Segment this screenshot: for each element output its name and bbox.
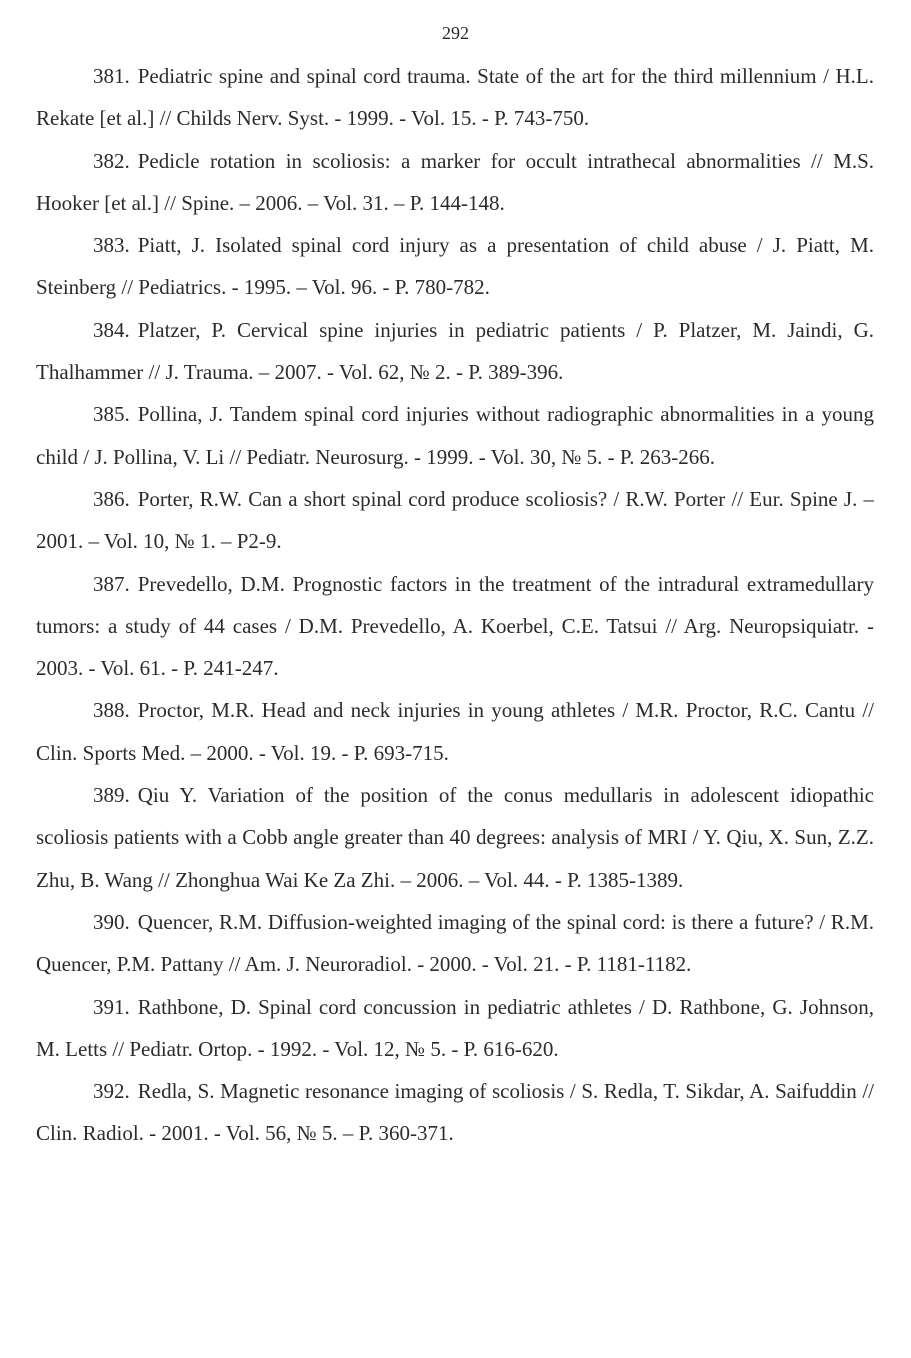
reference-number: 384. — [93, 317, 130, 342]
reference-item — [36, 1070, 874, 1155]
reference-text: Porter, R.W. Can a short spinal cord produce scoliosis? / R.W. Porter // Eur. Spine J. – 2001. – Vol. 10, № 1. – P2-9. — [36, 486, 874, 554]
reference-text: Prevedello, D.M. Prognostic factors in the treatment of the intradural extramedullary tumors: a study of 44 cases / D.M. Prevedello, A. Koerbel, C.E. Tatsui // Arg. Neuropsiquiatr. - 2003. - Vol. 61. - P. 241-247. — [36, 571, 874, 681]
reference-item — [36, 774, 874, 901]
reference-number: 391. — [93, 994, 130, 1019]
reference-item — [36, 309, 874, 394]
reference-text: Qiu Y. Variation of the position of the conus medullaris in adolescent idiopathic scoliosis patients with a Cobb angle greater than 40 degrees: analysis of MRI / Y. Qiu, X. Sun, Z.Z. Zhu, B. Wang // Zhonghua Wai Ke Za Zhi. – 2006. – Vol. 44. - P. 1385-1389. — [36, 783, 874, 892]
reference-text: Quencer, R.M. Diffusion-weighted imaging of the spinal cord: is there a future? / R.M. Quencer, P.M. Pattany // Am. J. Neuroradiol. - 2000. - Vol. 21. - P. 1181-1182. — [36, 909, 874, 977]
reference-item — [36, 140, 874, 225]
reference-number: 389. — [93, 783, 130, 808]
reference-item — [36, 478, 874, 563]
reference-item — [36, 563, 874, 690]
reference-text: Piatt, J. Isolated spinal cord injury as a presentation of child abuse / J. Piatt, M. Steinberg // Pediatrics. - 1995. – Vol. 96. - P. 780-782. — [36, 233, 874, 300]
reference-item — [36, 901, 874, 986]
reference-number: 382. — [93, 148, 130, 173]
reference-number: 383. — [93, 233, 130, 258]
reference-number: 387. — [93, 571, 130, 596]
reference-number: 381. — [93, 64, 130, 88]
reference-item — [36, 986, 874, 1071]
page-number: 292 — [442, 23, 469, 43]
reference-list — [36, 55, 874, 1155]
reference-item — [36, 689, 874, 774]
reference-item — [36, 55, 874, 140]
reference-text: Proctor, M.R. Head and neck injuries in young athletes / M.R. Proctor, R.C. Cantu // Clin. Sports Med. – 2000. - Vol. 19. - P. 693-715. — [36, 698, 874, 765]
reference-number: 392. — [93, 1079, 130, 1104]
reference-text: Pediatric spine and spinal cord trauma. State of the art for the third millennium / H.L. Rekate [et al.] // Childs Nerv. Syst. - 1999. - Vol. 15. - P. 743-750. — [36, 64, 874, 131]
reference-number: 388. — [93, 698, 130, 723]
reference-text: Pedicle rotation in scoliosis: a marker for occult intrathecal abnormalities // M.S. Hooker [et al.] // Spine. – 2006. – Vol. 31. – P. 144-148. — [36, 148, 874, 215]
reference-number: 386. — [93, 486, 130, 511]
reference-text: Rathbone, D. Spinal cord concussion in pediatric athletes / D. Rathbone, G. Johnson, M. Letts // Pediatr. Ortop. - 1992. - Vol. 12, № 5. - P. 616-620. — [36, 994, 874, 1061]
reference-item — [36, 393, 874, 478]
reference-number: 390. — [93, 909, 130, 934]
reference-text: Platzer, P. Cervical spine injuries in pediatric patients / P. Platzer, M. Jaindi, G. Thalhammer // J. Trauma. – 2007. - Vol. 62, № 2. - P. 389-396. — [36, 317, 874, 385]
reference-number: 385. — [93, 402, 130, 427]
reference-text: Pollina, J. Tandem spinal cord injuries without radiographic abnormalities in a young child / J. Pollina, V. Li // Pediatr. Neurosurg. - 1999. - Vol. 30, № 5. - P. 263-266. — [36, 402, 874, 469]
reference-item — [36, 224, 874, 309]
reference-text: Redla, S. Magnetic resonance imaging of scoliosis / S. Redla, T. Sikdar, A. Saifuddin // Clin. Radiol. - 2001. - Vol. 56, № 5. – P. 360-371. — [36, 1079, 874, 1146]
